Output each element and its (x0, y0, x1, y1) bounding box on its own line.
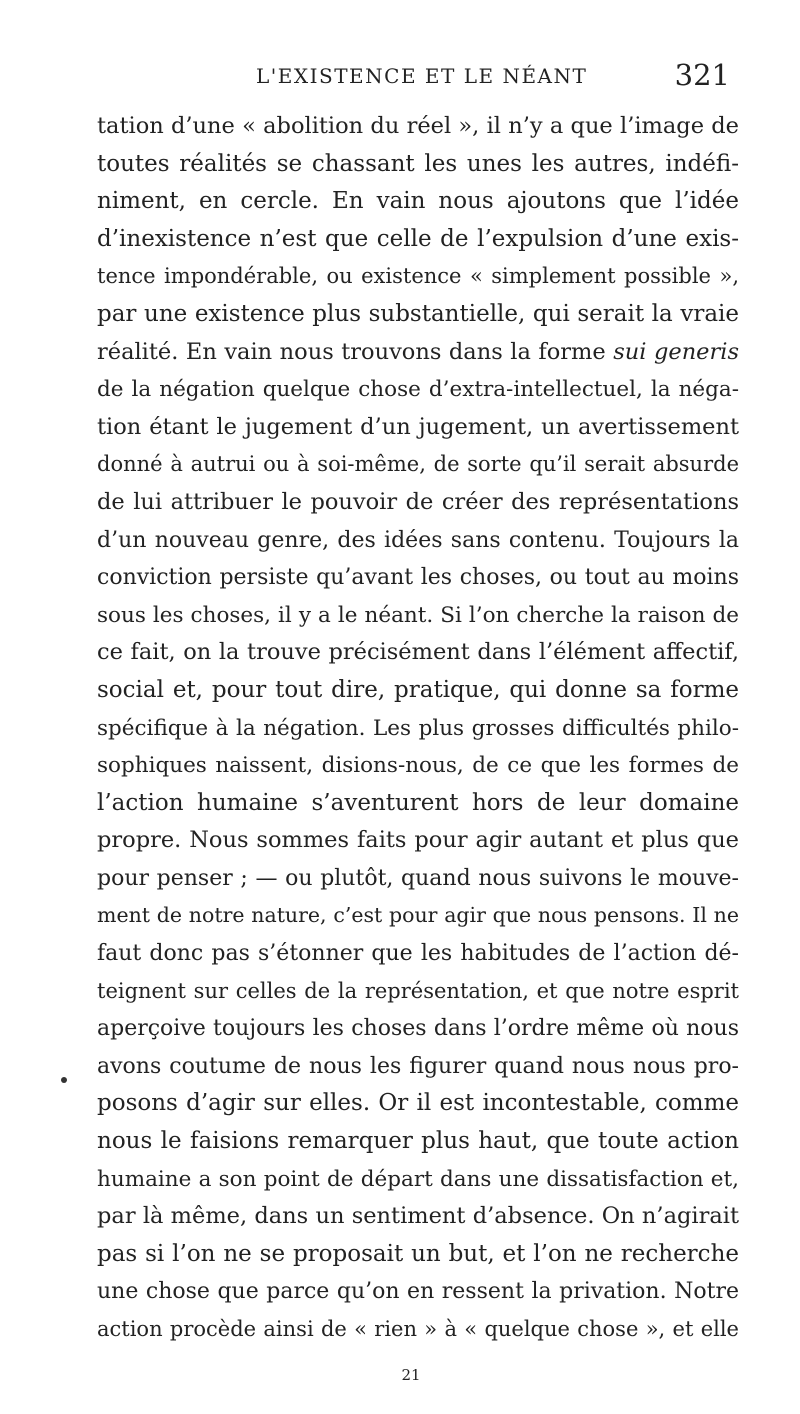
text-segment: réalité. En vain nous trouvons dans la forme (97, 338, 606, 365)
text-line: l’action humaine s’aventurent hors de leur domaine (97, 789, 739, 816)
text-line: par une existence plus substantielle, qui serait la vraie (97, 300, 739, 327)
text-line: sophiques naissent, disions-nous, de ce que les formes de (97, 753, 739, 779)
text-line: faut donc pas s’étonner que les habitudes de l’action dé- (97, 941, 739, 967)
text-line: spécifique à la négation. Les plus grosses difficultés philo- (97, 715, 739, 741)
text-line: tence impondérable, ou existence « simplement possible », (97, 264, 739, 289)
italic-phrase: sui generis (613, 338, 739, 365)
text-line: pas si l’on ne se proposait un but, et l’on ne recherche (97, 1240, 739, 1267)
text-line: donné à autrui ou à soi-même, de sorte qu’il serait absurde (97, 452, 739, 477)
running-title: L'EXISTENCE ET LE NÉANT (256, 64, 588, 88)
text-line: toutes réalités se chassant les unes les autres, indéfi- (97, 150, 739, 177)
text-line: ment de notre nature, c’est pour agir que nous pensons. Il ne (97, 903, 739, 928)
text-line: propre. Nous sommes faits pour agir autant et plus que (97, 827, 739, 854)
signature-number: 21 (401, 1366, 421, 1384)
margin-dot (61, 1077, 67, 1083)
signature-mark (0, 1366, 800, 1384)
text-line: posons d’agir sur elles. Or il est incontestable, comme (97, 1090, 739, 1117)
text-line: pour penser ; — ou plutôt, quand nous suivons le mouve- (97, 865, 739, 891)
text-line: tation d’une « abolition du réel », il n’y a que l’image de (97, 113, 739, 139)
text-line: humaine a son point de départ dans une dissatisfaction et, (97, 1166, 739, 1192)
running-head (100, 58, 730, 98)
text-line: social et, pour tout dire, pratique, qui donne sa forme (97, 676, 739, 703)
text-line: de lui attribuer le pouvoir de créer des représentations (97, 488, 739, 515)
text-line: teignent sur celles de la représentation, et que notre esprit (97, 978, 739, 1003)
body-text (97, 108, 739, 1349)
text-line: sous les choses, il y a le néant. Si l’on cherche la raison de (97, 602, 739, 628)
text-line: de la négation quelque chose d’extra-intellectuel, la néga- (97, 377, 739, 403)
text-line: d’inexistence n’est que celle de l’expulsion d’une exis- (97, 225, 739, 252)
text-line: une chose que parce qu’on en ressent la privation. Notre (97, 1279, 739, 1305)
page-number: 321 (674, 58, 730, 92)
text-line: niment, en cercle. En vain nous ajoutons que l’idée (97, 188, 739, 215)
text-line: avons coutume de nous les figurer quand nous nous pro- (97, 1053, 739, 1079)
text-line-with-italic (97, 334, 739, 372)
text-line: nous le faisions remarquer plus haut, que toute action (97, 1128, 739, 1155)
text-line: d’un nouveau genre, des idées sans contenu. Toujours la (97, 527, 739, 553)
text-line: conviction persiste qu’avant les choses, ou tout au moins (97, 565, 739, 591)
text-line: ce fait, on la trouve précisément dans l’élément affectif, (97, 639, 739, 666)
text-line: par là même, dans un sentiment d’absence. On n’agirait (97, 1203, 739, 1230)
text-line: aperçoive toujours les choses dans l’ordre même où nous (97, 1016, 739, 1042)
text-line: tion étant le jugement d’un jugement, un avertissement (97, 413, 739, 440)
text-line: action procède ainsi de « rien » à « quelque chose », et elle (97, 1317, 739, 1341)
